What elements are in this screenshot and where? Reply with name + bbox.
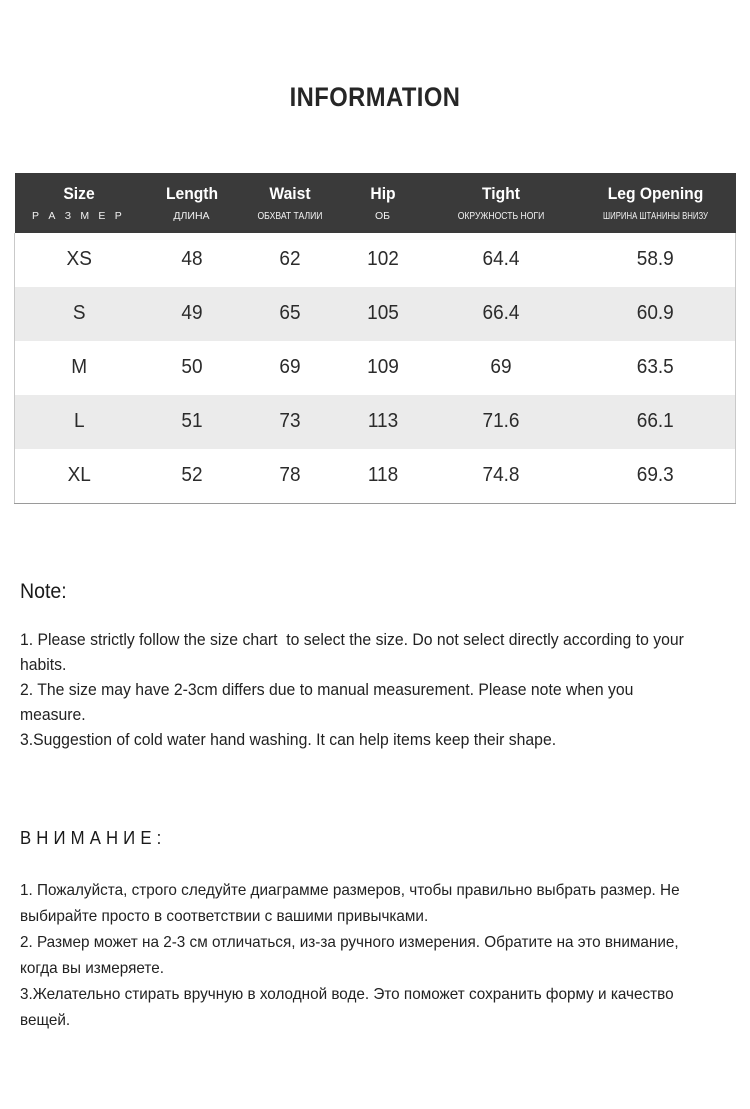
column-header-leg-opening xyxy=(575,173,736,233)
cell-waist: 73 xyxy=(278,410,301,433)
cell-hip: 105 xyxy=(366,302,399,325)
column-header-size-label-en: Size xyxy=(62,184,95,203)
notes-en-item-3: 3.Suggestion of cold water hand washing. It can help items keep their shape. xyxy=(20,731,557,749)
cell-size: XS xyxy=(66,248,92,271)
notes-ru-heading: ВНИМАНИЕ: xyxy=(20,828,167,848)
cell-length: 48 xyxy=(180,248,203,271)
cell-leg-opening: 58.9 xyxy=(636,248,674,271)
cell-waist: 78 xyxy=(278,464,301,487)
column-header-size xyxy=(15,173,143,233)
cell-length: 52 xyxy=(180,464,203,487)
notes-ru-item-3: 3.Желательно стирать вручную в холодной воде. Это поможет сохранить форму и качество вещей. xyxy=(20,986,678,1029)
cell-waist: 62 xyxy=(278,248,301,271)
column-header-tight-label-en: Tight xyxy=(481,184,520,203)
notes-en-body xyxy=(20,628,689,753)
table-body xyxy=(15,233,736,504)
table-row xyxy=(15,395,736,449)
cell-leg-opening: 63.5 xyxy=(636,356,674,379)
column-header-length xyxy=(143,173,241,233)
table-row xyxy=(15,233,736,287)
cell-tight: 66.4 xyxy=(482,302,519,325)
table-row xyxy=(15,449,736,504)
page-title: INFORMATION xyxy=(289,82,461,112)
cell-hip: 102 xyxy=(366,248,399,271)
notes-en-item-2: 2. The size may have 2-3cm differs due to manual measurement. Please note when you measure. xyxy=(20,681,638,724)
cell-size: XL xyxy=(67,464,91,487)
cell-length: 50 xyxy=(180,356,203,379)
column-header-waist-label-ru: ОБХВАТ ТАЛИИ xyxy=(256,209,323,222)
cell-size: M xyxy=(70,356,87,379)
column-header-hip-label-en: Hip xyxy=(369,184,396,203)
table-row xyxy=(15,287,736,341)
column-header-waist xyxy=(241,173,339,233)
size-chart-table xyxy=(14,173,736,504)
column-header-tight-label-ru: ОКРУЖНОСТЬ НОГИ xyxy=(457,209,544,222)
column-header-size-label-ru: Р А З М Е Р xyxy=(32,209,125,222)
cell-size: S xyxy=(72,302,86,325)
column-header-hip xyxy=(339,173,427,233)
cell-leg-opening: 60.9 xyxy=(636,302,674,325)
notes-en-heading: Note: xyxy=(20,580,67,603)
cell-size: L xyxy=(73,410,85,433)
cell-length: 51 xyxy=(180,410,203,433)
table-header-row xyxy=(15,173,736,233)
notes-en-item-1: 1. Please strictly follow the size chart to select the size. Do not select directly according to your habits. xyxy=(20,631,689,674)
notes-ru-item-1: 1. Пожалуйста, строго следуйте диаграмме размеров, чтобы правильно выбрать размер. Не выбирайте просто в соответствии с вашими привычками. xyxy=(20,882,684,925)
cell-hip: 118 xyxy=(367,464,398,487)
notes-ru-item-2: 2. Размер может на 2-3 см отличаться, из-за ручного измерения. Обратите на это внимание, когда вы измеряете. xyxy=(20,934,683,977)
cell-hip: 113 xyxy=(367,410,398,433)
column-header-leg-opening-label-en: Leg Opening xyxy=(607,184,703,203)
cell-length: 49 xyxy=(180,302,203,325)
column-header-waist-label-en: Waist xyxy=(268,184,311,203)
column-header-length-label-en: Length xyxy=(165,184,218,203)
cell-hip: 109 xyxy=(366,356,399,379)
table-row xyxy=(15,341,736,395)
cell-tight: 74.8 xyxy=(482,464,519,487)
column-header-hip-label-ru: ОБ xyxy=(374,209,391,222)
notes-ru-body xyxy=(20,878,689,1034)
column-header-length-label-ru: ДЛИНА xyxy=(173,209,210,222)
cell-tight: 69 xyxy=(489,356,512,379)
column-header-leg-opening-label-ru: ШИРИНА ШТАНИНЫ ВНИЗУ xyxy=(602,209,708,222)
cell-leg-opening: 69.3 xyxy=(636,464,674,487)
cell-tight: 71.6 xyxy=(482,410,519,433)
cell-waist: 69 xyxy=(278,356,301,379)
column-header-tight xyxy=(427,173,575,233)
cell-leg-opening: 66.1 xyxy=(636,410,674,433)
table-header xyxy=(15,173,736,233)
cell-waist: 65 xyxy=(278,302,301,325)
cell-tight: 64.4 xyxy=(482,248,519,271)
